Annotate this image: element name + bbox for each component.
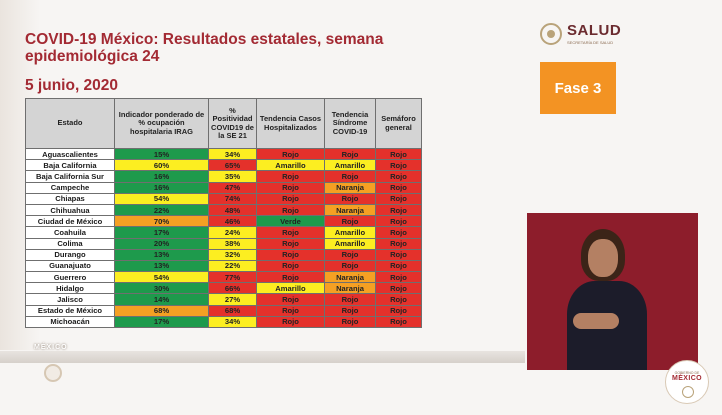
cell-positividad: 22% [209,260,257,271]
table-row [26,149,422,160]
cell-ocupacion: 16% [115,182,209,193]
table-row [26,216,422,227]
cell-ocupacion: 15% [115,149,209,160]
cell-tendencia-casos: Rojo [257,272,325,283]
table-row [26,238,422,249]
cell-semaforo: Rojo [376,171,422,182]
mexico-emblem-icon [44,364,62,382]
cell-ocupacion: 13% [115,260,209,271]
cell-ocupacion: 17% [115,316,209,327]
cell-ocupacion: 20% [115,238,209,249]
cell-tendencia-sindrome: Amarillo [325,160,376,171]
cell-semaforo: Rojo [376,216,422,227]
table-row [26,227,422,238]
salud-wordmark: SALUD [567,22,622,39]
cell-semaforo: Rojo [376,283,422,294]
cell-tendencia-casos: Amarillo [257,283,325,294]
cell-ocupacion: 54% [115,272,209,283]
cell-tendencia-sindrome: Rojo [325,260,376,271]
table-row [26,260,422,271]
cell-semaforo: Rojo [376,238,422,249]
cell-tendencia-sindrome: Rojo [325,193,376,204]
cell-semaforo: Rojo [376,249,422,260]
table-row [26,171,422,182]
cell-ocupacion: 17% [115,227,209,238]
cell-tendencia-casos: Rojo [257,227,325,238]
cell-positividad: 65% [209,160,257,171]
cell-tendencia-sindrome: Rojo [325,216,376,227]
cell-tendencia-casos: Rojo [257,316,325,327]
cell-positividad: 48% [209,204,257,215]
cell-tendencia-sindrome: Rojo [325,294,376,305]
table-row [26,283,422,294]
cell-tendencia-casos: Verde [257,216,325,227]
table-row [26,249,422,260]
cell-estado: Michoacán [26,316,115,327]
table-row [26,182,422,193]
cell-tendencia-casos: Rojo [257,305,325,316]
table-row [26,316,422,327]
cell-tendencia-sindrome: Naranja [325,272,376,283]
cell-positividad: 35% [209,171,257,182]
cell-tendencia-casos: Rojo [257,171,325,182]
cell-positividad: 32% [209,249,257,260]
cell-estado: Jalisco [26,294,115,305]
cell-positividad: 34% [209,149,257,160]
cell-positividad: 68% [209,305,257,316]
header-ocupacion: Indicador ponderado de % ocupación hospitalaria IRAG [115,99,209,149]
salud-subtitle: SECRETARÍA DE SALUD [567,40,614,45]
cell-estado: Aguascalientes [26,149,115,160]
cell-tendencia-sindrome: Rojo [325,249,376,260]
interpreter-face [588,239,618,277]
cell-tendencia-casos: Rojo [257,193,325,204]
cell-semaforo: Rojo [376,316,422,327]
salud-logo [540,22,640,48]
gobierno-label: GOBIERNO DE [674,371,700,375]
cell-tendencia-sindrome: Naranja [325,283,376,294]
cell-ocupacion: 13% [115,249,209,260]
cell-tendencia-sindrome: Rojo [325,305,376,316]
cell-semaforo: Rojo [376,160,422,171]
table-header-row [26,99,422,149]
cell-estado: Coahuila [26,227,115,238]
cell-semaforo: Rojo [376,227,422,238]
cell-estado: Hidalgo [26,283,115,294]
header-tendencia-sindrome: Tendencia Síndrome COVID-19 [325,99,376,149]
table-row [26,204,422,215]
cell-estado: Ciudad de México [26,216,115,227]
cell-semaforo: Rojo [376,182,422,193]
cell-tendencia-casos: Rojo [257,249,325,260]
cell-estado: Colima [26,238,115,249]
cell-positividad: 66% [209,283,257,294]
header-semaforo: Semáforo general [376,99,422,149]
cell-tendencia-casos: Rojo [257,294,325,305]
cell-positividad: 74% [209,193,257,204]
cell-tendencia-casos: Rojo [257,204,325,215]
cell-estado: Chihuahua [26,204,115,215]
cell-tendencia-sindrome: Rojo [325,171,376,182]
cell-tendencia-casos: Rojo [257,149,325,160]
cell-semaforo: Rojo [376,149,422,160]
table-row [26,272,422,283]
cell-semaforo: Rojo [376,294,422,305]
interpreter-hands [573,313,619,329]
cell-positividad: 24% [209,227,257,238]
header-estado: Estado [26,99,115,149]
header-positividad: % Positividad COVID19 de la SE 21 [209,99,257,149]
cell-semaforo: Rojo [376,260,422,271]
gobierno-de-mexico-badge [665,360,709,404]
cell-positividad: 38% [209,238,257,249]
cell-ocupacion: 22% [115,204,209,215]
cell-semaforo: Rojo [376,193,422,204]
cell-semaforo: Rojo [376,272,422,283]
cell-tendencia-casos: Rojo [257,260,325,271]
mexico-seal-icon [540,23,562,45]
cell-estado: Estado de México [26,305,115,316]
cell-tendencia-casos: Amarillo [257,160,325,171]
table-row [26,193,422,204]
cell-estado: Durango [26,249,115,260]
cell-tendencia-casos: Rojo [257,182,325,193]
cell-tendencia-sindrome: Amarillo [325,238,376,249]
cell-tendencia-sindrome: Rojo [325,149,376,160]
cell-tendencia-sindrome: Naranja [325,182,376,193]
cell-ocupacion: 60% [115,160,209,171]
mexico-badge: MÉXICO [34,344,68,351]
cell-estado: Guerrero [26,272,115,283]
bottom-bar [0,351,525,363]
seal-icon [682,386,694,398]
cell-ocupacion: 14% [115,294,209,305]
cell-semaforo: Rojo [376,204,422,215]
cell-positividad: 46% [209,216,257,227]
cell-tendencia-sindrome: Amarillo [325,227,376,238]
cell-ocupacion: 30% [115,283,209,294]
cell-ocupacion: 68% [115,305,209,316]
cell-estado: Campeche [26,182,115,193]
table-row [26,294,422,305]
cell-ocupacion: 54% [115,193,209,204]
cell-ocupacion: 70% [115,216,209,227]
cell-estado: Baja California [26,160,115,171]
cell-positividad: 77% [209,272,257,283]
page-title: COVID-19 México: Resultados estatales, semana epidemiológica 24 [25,31,384,65]
cell-positividad: 27% [209,294,257,305]
report-date: 5 junio, 2020 [25,77,119,94]
cell-tendencia-casos: Rojo [257,238,325,249]
cell-tendencia-sindrome: Rojo [325,316,376,327]
mexico-label: MÉXICO [671,375,702,382]
cell-estado: Chiapas [26,193,115,204]
states-table [25,98,422,328]
cell-ocupacion: 16% [115,171,209,182]
phase-badge: Fase 3 [540,62,616,114]
cell-positividad: 47% [209,182,257,193]
cell-estado: Guanajuato [26,260,115,271]
cell-semaforo: Rojo [376,305,422,316]
sign-language-interpreter [527,213,698,370]
cell-tendencia-sindrome: Naranja [325,204,376,215]
table-row [26,160,422,171]
cell-positividad: 34% [209,316,257,327]
cell-estado: Baja California Sur [26,171,115,182]
header-tendencia-casos: Tendencia Casos Hospitalizados [257,99,325,149]
table-row [26,305,422,316]
